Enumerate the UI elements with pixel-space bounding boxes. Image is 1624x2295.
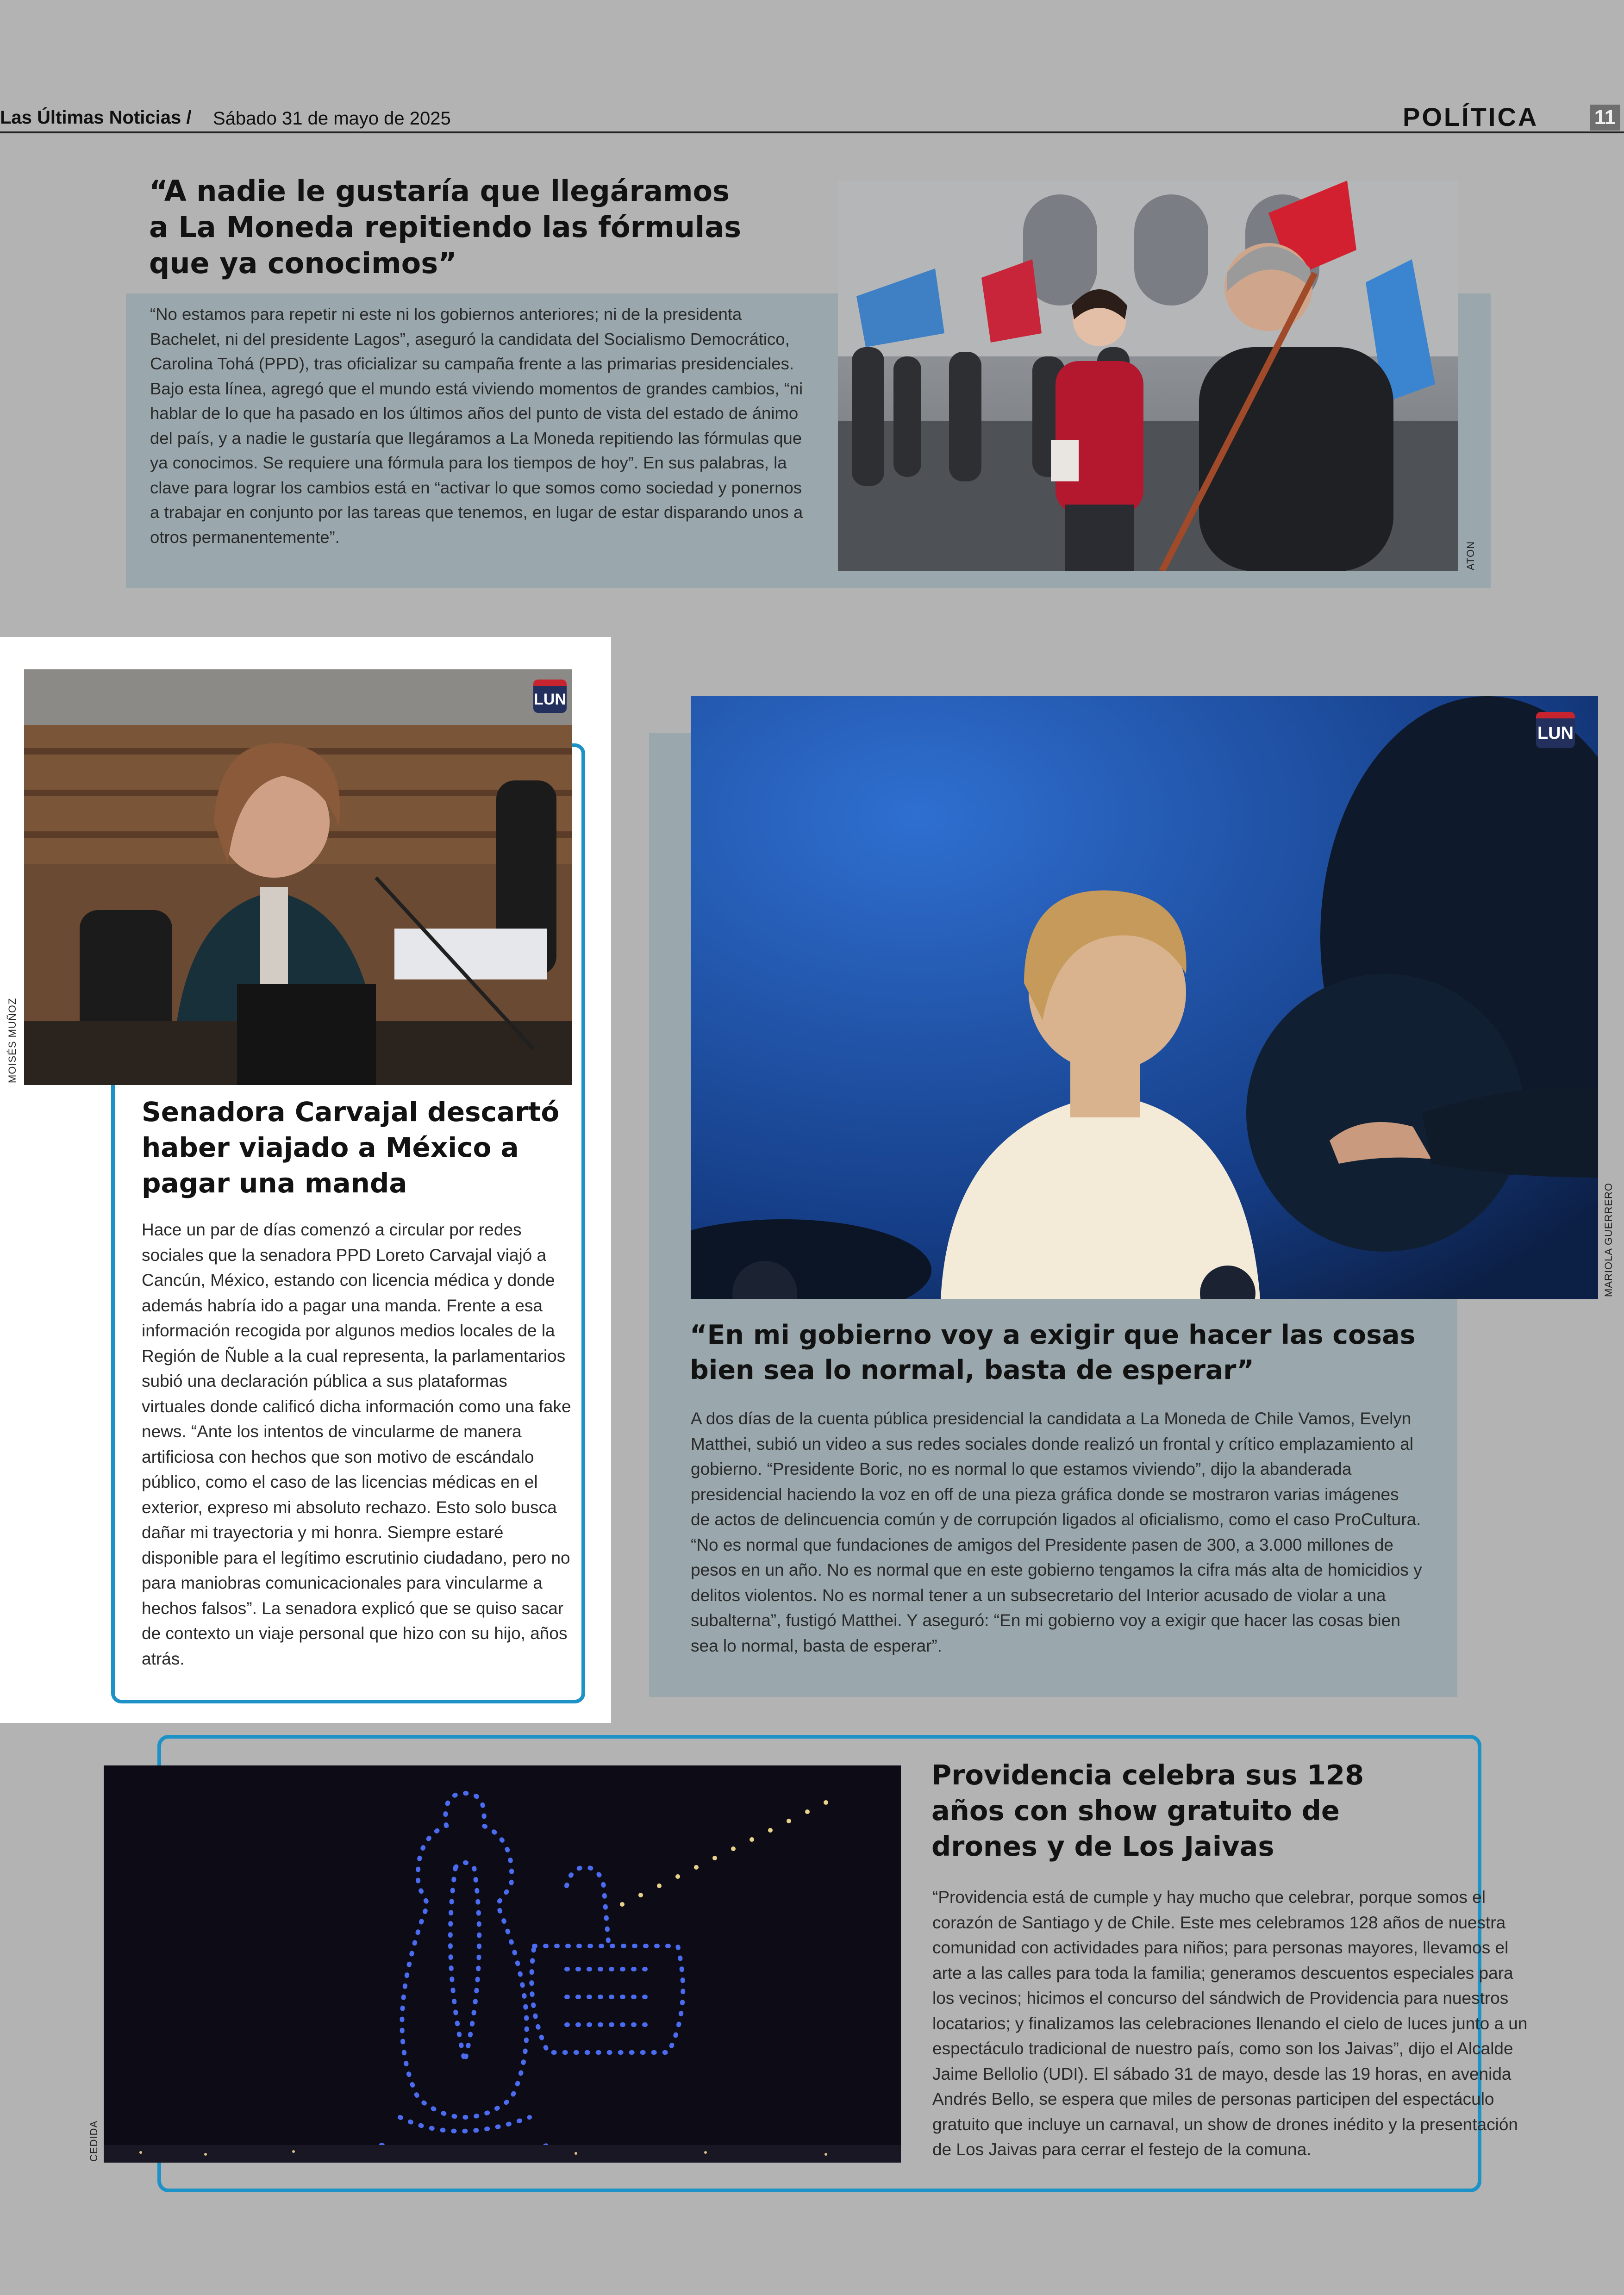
senate-session-photo — [24, 669, 572, 1085]
story3-headline: “En mi gobierno voy a exigir que hacer las cosas bien sea lo normal, basta de esperar” — [690, 1320, 1416, 1385]
publication-name: Las Últimas Noticias / — [0, 107, 192, 128]
page-number: 11 — [1590, 105, 1620, 131]
lun-badge: LUN — [533, 680, 567, 713]
story3-photo — [691, 696, 1598, 1299]
lun-badge: LUN — [1536, 712, 1575, 748]
story4-photo — [104, 1765, 901, 2163]
story1-headline: “A nadie le gustaría que llegáramos a La Moneda repitiendo las fórmulas que ya conocimos” — [149, 174, 741, 280]
candidate-night-photo — [691, 696, 1598, 1299]
story1-photo-credit: ATON — [1465, 541, 1476, 570]
story2-headline: Senadora Carvajal descartó haber viajado a México a pagar una manda — [142, 1096, 560, 1199]
story4-body: “Providencia está de cumple y hay mucho que celebrar, porque somos el corazón de Santiago y de Chile. Este mes celebramos 128 años de nuestra comunidad con actividades para niños; para personas mayores, llevamos el arte a las calles para toda la familia; generamos descuentos especiales para los vecinos; hicimos el concurso del sándwich de Providencia para nuestros locatarios; y finalizamos las celebraciones llenando el cielo de luces junto a un espectáculo tradicional de nuestro país, como son los Jaivas”, dijo el Alcalde Jaime Bellolio (UDI). El sábado 31 de mayo, desde las 19 horas, en avenida Andrés Bello, se espera que miles de personas participen del espectáculo gratuito que incluye un carnaval, un show de drones inédito y la presentación de Los Jaivas para cerrar el festejo de la comuna. — [932, 1888, 1528, 2159]
story3-body: A dos días de la cuenta pública presidencial la candidata a La Moneda de Chile Vamos, Evelyn Matthei, subió un video a sus redes sociales donde realizó un frontal y crítico emplazamiento al gobierno. “Presidente Boric, no es normal lo que estamos viviendo”, dijo la abanderada presidencial haciendo la voz en off de una pieza gráfica donde se mostraron varias imágenes de actos de delincuencia común y de corrupción ligados al oficialismo, como el caso ProCultura. “No es normal que fundaciones de amigos del Presidente pasen de 300, a 3.000 millones de pesos en un año. No es normal que en este gobierno tengamos la cifra más alta de homicidios y delitos violentos. No es normal tener a un subsecretario del Interior acusado de violar a una subalterna”, fustigó Matthei. Y aseguró: “En mi gobierno voy a exigir que hacer las cosas bien sea lo normal, basta de esperar”. — [691, 1409, 1422, 1655]
story2-photo — [24, 669, 572, 1085]
story1-body: “No estamos para repetir ni este ni los gobiernos anteriores; ni de la presidenta Bachelet, ni del presidente Lagos”, aseguró la candidata del Socialismo Democrático, Carolina Tohá (PPD), tras oficializar su campaña frente a las primarias presidenciales. Bajo esta línea, agregó que el mundo está viviendo momentos de grandes cambios, “ni hablar de lo que ha pasado en los últimos años del punto de vista del estado de ánimo del país, y a nadie le gustaría que llegáramos a La Moneda repitiendo las fórmulas que ya conocimos. Se requiere una fórmula para los tiempos de hoy”. En sus palabras, la clave para lograr los cambios está en “activar lo que somos como sociedad y ponernos a trabajar en conjunto por las tareas que tenemos, en lugar de estar disparando unos a otros permanentemente”. — [150, 305, 803, 547]
issue-date: Sábado 31 de mayo de 2025 — [213, 108, 451, 129]
story2-body: Hace un par de días comenzó a circular por redes sociales que la senadora PPD Loreto Carvajal viajó a Cancún, México, estando con licencia médica y donde además habría ido a pagar una manda. Frente a esa información recogida por algunos medios locales de la Región de Ñuble a la cual representa, la parlamentarios subió una declaración pública a sus plataformas virtuales donde calificó dicha información como una fake news. “Ante los intentos de vincularme de manera artificiosa con hechos que son motivo de escándalo público, como el caso de las licencias médicas en el exterior, expreso mi absoluto rechazo. Esto solo busca dañar mi trayectoria y mi honra. Siempre estaré disponible para el legítimo escrutinio ciudadano, pero no para maniobras comunicacionales para vincularme a hechos falsos”. La senadora explicó que se quiso sacar de contexto un viaje personal que hizo con su hijo, años atrás. — [142, 1220, 571, 1668]
story4-headline: Providencia celebra sus 128 años con show gratuito de drones y de Los Jaivas — [931, 1759, 1364, 1862]
section-title: POLÍTICA — [1403, 102, 1539, 131]
drone-show-photo — [104, 1765, 901, 2163]
story3-photo-credit: MARIOLA GUERRERO — [1603, 1182, 1614, 1297]
masthead-rule — [0, 131, 1624, 133]
campaign-rally-photo — [838, 181, 1458, 571]
story2-photo-credit: MOISÉS MUÑOZ — [6, 998, 18, 1083]
story1-photo — [838, 181, 1458, 571]
story4-photo-credit: CEDIDA — [88, 2120, 100, 2162]
